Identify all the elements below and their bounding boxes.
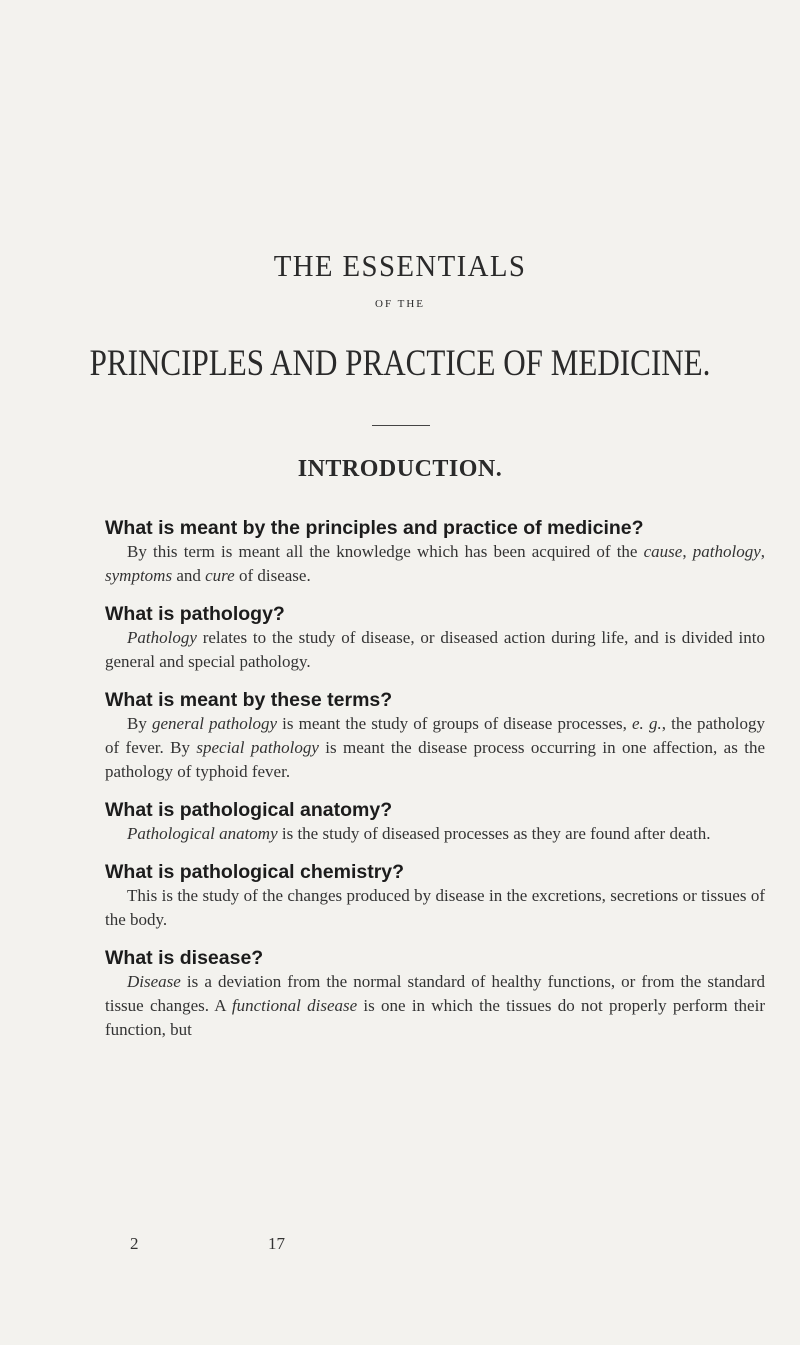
- book-title: THE ESSENTIALS: [273, 248, 527, 283]
- answer-text: ,: [760, 542, 766, 561]
- answer-paragraph: [105, 822, 765, 846]
- qa-item: [105, 860, 765, 932]
- title-connector: OF THE: [375, 298, 425, 310]
- answer-text: of disease.: [234, 566, 311, 585]
- answer-emphasis: general pathology: [151, 714, 278, 733]
- answer-text: is a deviation from the normal standard of healthy functions, or from the standard tissue changes. A: [105, 972, 765, 1015]
- page-number: 17: [268, 1234, 285, 1253]
- answer-text: is meant the disease process occurring in one affection, as the pathology of typhoid fever.: [105, 738, 765, 781]
- qa-item: [105, 688, 765, 784]
- section-heading: INTRODUCTION.: [297, 456, 503, 482]
- answer-emphasis: pathology: [692, 542, 761, 561]
- question-heading: What is meant by these terms?: [105, 689, 393, 711]
- answer-text: relates to the study of disease, or diseased action during life, and is divided into general and special pathology.: [105, 628, 765, 671]
- question-heading: What is disease?: [105, 947, 264, 969]
- answer-text: and: [172, 566, 206, 585]
- answer-text: This is the study of the changes produced by disease in the excretions, secretions or tissues of the body.: [105, 886, 765, 929]
- answer-paragraph: [105, 970, 765, 1042]
- answer-text: , the pathology of fever. By: [105, 714, 765, 757]
- question-answer-list: [105, 516, 765, 1056]
- qa-item: [105, 946, 765, 1042]
- title-divider: [372, 425, 430, 426]
- answer-paragraph: [105, 626, 765, 674]
- question-heading: What is pathological anatomy?: [105, 799, 393, 821]
- answer-text: is meant the study of groups of disease processes,: [277, 714, 633, 733]
- answer-text: is one in which the tissues do not properly perform their function, but: [105, 996, 765, 1039]
- answer-text: is the study of diseased processes as they are found after death.: [277, 824, 711, 843]
- answer-emphasis: functional disease: [231, 996, 358, 1015]
- answer-paragraph: [105, 884, 765, 932]
- answer-text: By: [127, 714, 152, 733]
- qa-item: [105, 798, 765, 846]
- answer-emphasis: e. g.: [632, 714, 662, 733]
- question-heading: What is pathological chemistry?: [105, 861, 405, 883]
- question-heading: What is meant by the principles and practice of medicine?: [105, 517, 644, 539]
- book-subtitle: PRINCIPLES AND PRACTICE OF MEDICINE.: [89, 343, 711, 384]
- answer-text: ,: [682, 542, 693, 561]
- answer-emphasis: cure: [205, 566, 235, 585]
- qa-item: [105, 516, 765, 588]
- answer-emphasis: special pathology: [196, 738, 319, 757]
- answer-emphasis: symptoms: [105, 566, 173, 585]
- answer-emphasis: cause: [643, 542, 683, 561]
- answer-emphasis: Pathology: [127, 628, 197, 647]
- question-heading: What is pathology?: [105, 603, 285, 625]
- answer-text: By this term is meant all the knowledge which has been acquired of the: [127, 542, 644, 561]
- signature-mark: 2: [130, 1234, 139, 1253]
- qa-item: [105, 602, 765, 674]
- answer-emphasis: Pathological anatomy: [127, 824, 278, 843]
- answer-paragraph: [105, 712, 765, 784]
- answer-emphasis: Disease: [127, 972, 181, 991]
- answer-paragraph: [105, 540, 765, 588]
